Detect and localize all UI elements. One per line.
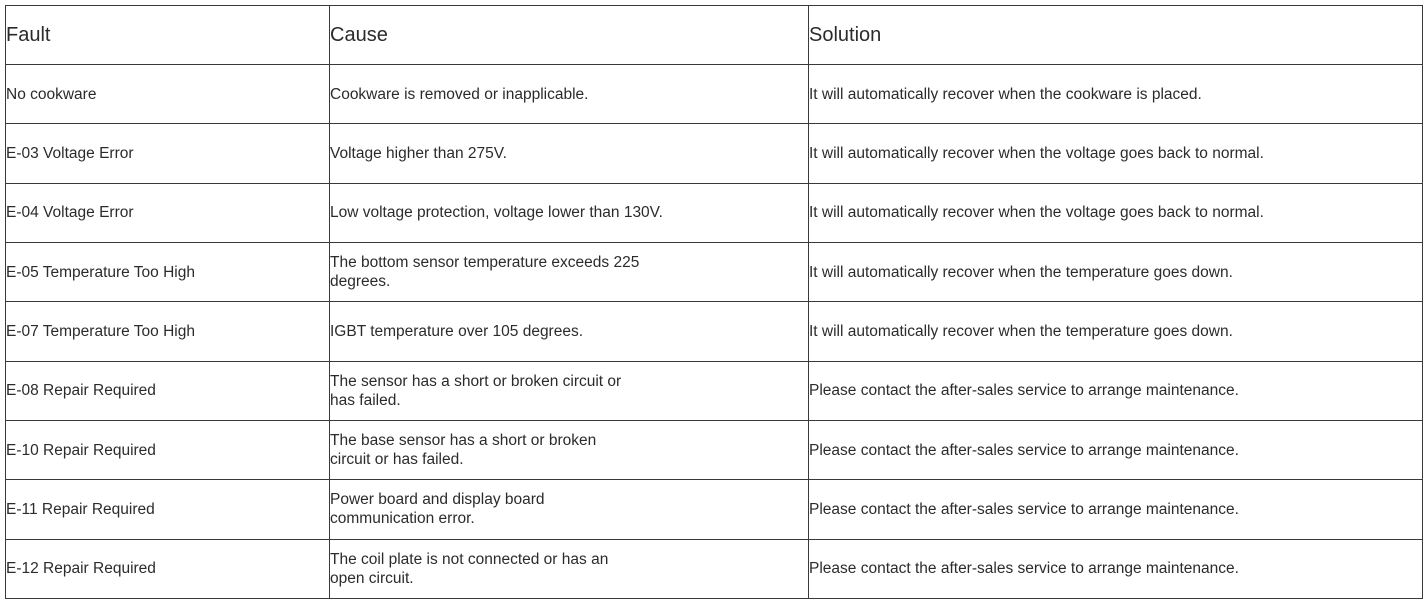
cause-text: Voltage higher than 275V. <box>330 144 507 162</box>
fault-cell: E-12 Repair Required <box>6 539 330 598</box>
header-solution: Solution <box>809 6 1423 65</box>
solution-cell: It will automatically recover when the temperature goes down. <box>809 302 1423 361</box>
solution-cell: It will automatically recover when the voltage goes back to normal. <box>809 124 1423 183</box>
fault-table <box>5 5 1423 599</box>
fault-cell: E-10 Repair Required <box>6 420 330 479</box>
solution-cell: Please contact the after-sales service to arrange maintenance. <box>809 420 1423 479</box>
cause-cell <box>330 183 809 242</box>
cause-text: IGBT temperature over 105 degrees. <box>330 322 584 340</box>
table-row <box>6 302 1423 361</box>
header-cause: Cause <box>330 6 809 65</box>
solution-cell: Please contact the after-sales service to arrange maintenance. <box>809 539 1423 598</box>
cause-cell <box>330 302 809 361</box>
table-row <box>6 124 1423 183</box>
solution-cell: It will automatically recover when the temperature goes down. <box>809 242 1423 301</box>
table-row <box>6 420 1423 479</box>
solution-cell: Please contact the after-sales service to arrange maintenance. <box>809 361 1423 420</box>
cause-cell <box>330 65 809 124</box>
solution-cell: It will automatically recover when the cookware is placed. <box>809 65 1423 124</box>
table-row <box>6 361 1423 420</box>
table-row <box>6 480 1423 539</box>
fault-cell: E-11 Repair Required <box>6 480 330 539</box>
fault-cell: E-07 Temperature Too High <box>6 302 330 361</box>
cause-cell <box>330 480 809 539</box>
cause-cell <box>330 539 809 598</box>
fault-cell: E-08 Repair Required <box>6 361 330 420</box>
table-row <box>6 539 1423 598</box>
cause-text: The coil plate is not connected or has an open circuit. <box>330 550 609 587</box>
cause-text: The bottom sensor temperature exceeds 225 degrees. <box>330 254 640 291</box>
cause-cell <box>330 242 809 301</box>
cause-text: Low voltage protection, voltage lower than 130V. <box>330 204 663 222</box>
cause-text: The sensor has a short or broken circuit or has failed. <box>330 372 622 409</box>
fault-cell: E-04 Voltage Error <box>6 183 330 242</box>
header-fault: Fault <box>6 6 330 65</box>
cause-cell <box>330 124 809 183</box>
table-header-row <box>6 6 1423 65</box>
fault-cell: No cookware <box>6 65 330 124</box>
solution-cell: It will automatically recover when the voltage goes back to normal. <box>809 183 1423 242</box>
table-row <box>6 242 1423 301</box>
fault-table-container <box>5 5 1422 599</box>
fault-cell: E-03 Voltage Error <box>6 124 330 183</box>
solution-cell: Please contact the after-sales service to arrange maintenance. <box>809 480 1423 539</box>
table-row <box>6 65 1423 124</box>
cause-cell <box>330 420 809 479</box>
cause-text: Cookware is removed or inapplicable. <box>330 85 589 103</box>
table-row <box>6 183 1423 242</box>
cause-text: The base sensor has a short or broken circuit or has failed. <box>330 432 597 469</box>
fault-cell: E-05 Temperature Too High <box>6 242 330 301</box>
cause-cell <box>330 361 809 420</box>
cause-text: Power board and display board communication error. <box>330 491 545 528</box>
